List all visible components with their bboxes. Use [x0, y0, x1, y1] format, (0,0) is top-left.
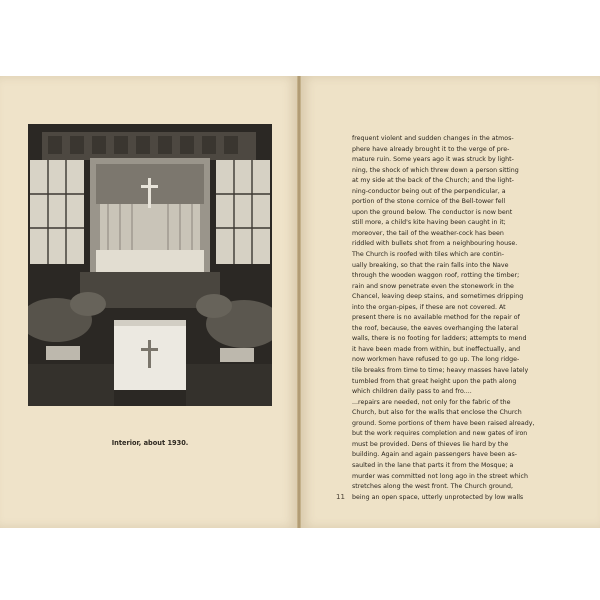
- text-line: ning-conductor being out of the perpendicular, a: [352, 187, 506, 195]
- text-line: ground. Some portions of them have been raised already,: [352, 419, 535, 427]
- text-line: ...repairs are needed, not only for the fabric of the: [352, 398, 511, 406]
- text-line: stretches along the west front. The Church ground,: [352, 483, 513, 491]
- text-line: portion of the stone cornice of the Bell-tower fell: [352, 198, 506, 206]
- page-number: 11: [336, 493, 345, 501]
- text-line: must be provided. Dens of thieves lie hard by the: [352, 440, 509, 448]
- text-line: at my side at the back of the Church; and the light-: [352, 177, 514, 185]
- text-line: The Church is roofed with tiles which are contin-: [352, 251, 505, 259]
- photo-caption: Interior, about 1930.: [111, 439, 189, 447]
- text-line: walls, there is no footing for ladders; attempts to mend: [352, 335, 527, 343]
- text-line: tumbled from that great height upon the path along: [352, 377, 517, 385]
- text-line: Church, but also for the walls that enclose the Church: [352, 409, 522, 417]
- text-line: tile breaks from time to time; heavy masses have lately: [352, 367, 529, 375]
- text-line: mature ruin. Some years ago it was struck by light-: [352, 156, 514, 164]
- text-line: now workmen have refused to go up. The long ridge-: [352, 356, 520, 364]
- text-line: into the organ-pipes, if these are not covered. At: [352, 303, 506, 311]
- text-line: Chancel, leaving deep stains, and sometimes dripping: [352, 293, 524, 301]
- text-line: the roof, because, the eaves overhanging the lateral: [352, 324, 518, 332]
- book-gutter: [297, 76, 301, 528]
- text-line: but the work requires completion and new gates of iron: [352, 430, 528, 438]
- text-line: riddled with bullets shot from a neighbouring house.: [352, 240, 518, 248]
- text-line: it have been made from within, but ineffectually, and: [352, 345, 521, 353]
- text-line: through the wooden waggon roof, rotting the timber;: [352, 272, 520, 280]
- text-line: ually breaking, so that the rain falls into the Nave: [352, 261, 509, 269]
- body-text: [352, 134, 578, 503]
- text-line: building. Again and again passengers have been as-: [352, 451, 518, 459]
- text-line: phere have already brought it to the verge of pre-: [352, 145, 510, 153]
- text-line: upon the ground below. The conductor is now bent: [352, 208, 513, 216]
- text-line: saulted in the lane that parts it from the Mosque; a: [352, 461, 514, 469]
- text-line: which children daily pass to and fro....: [352, 388, 472, 396]
- church-interior-photo: [28, 124, 272, 406]
- text-line: moreover, the tail of the weather-cock has been: [352, 229, 504, 237]
- text-line: still more, a child's kite having been caught in it;: [352, 219, 506, 227]
- text-line: ning, the shock of which threw down a person sitting: [352, 166, 519, 174]
- text-line: murder was committed not long ago in the street which: [352, 472, 528, 480]
- text-line: rain and snow penetrate even the stonework in the: [352, 282, 514, 290]
- text-line: being an open space, utterly unprotected by low walls: [352, 493, 524, 501]
- text-line: present there is no available method for the repair of: [352, 314, 520, 322]
- text-line: frequent violent and sudden changes in the atmos-: [352, 135, 514, 142]
